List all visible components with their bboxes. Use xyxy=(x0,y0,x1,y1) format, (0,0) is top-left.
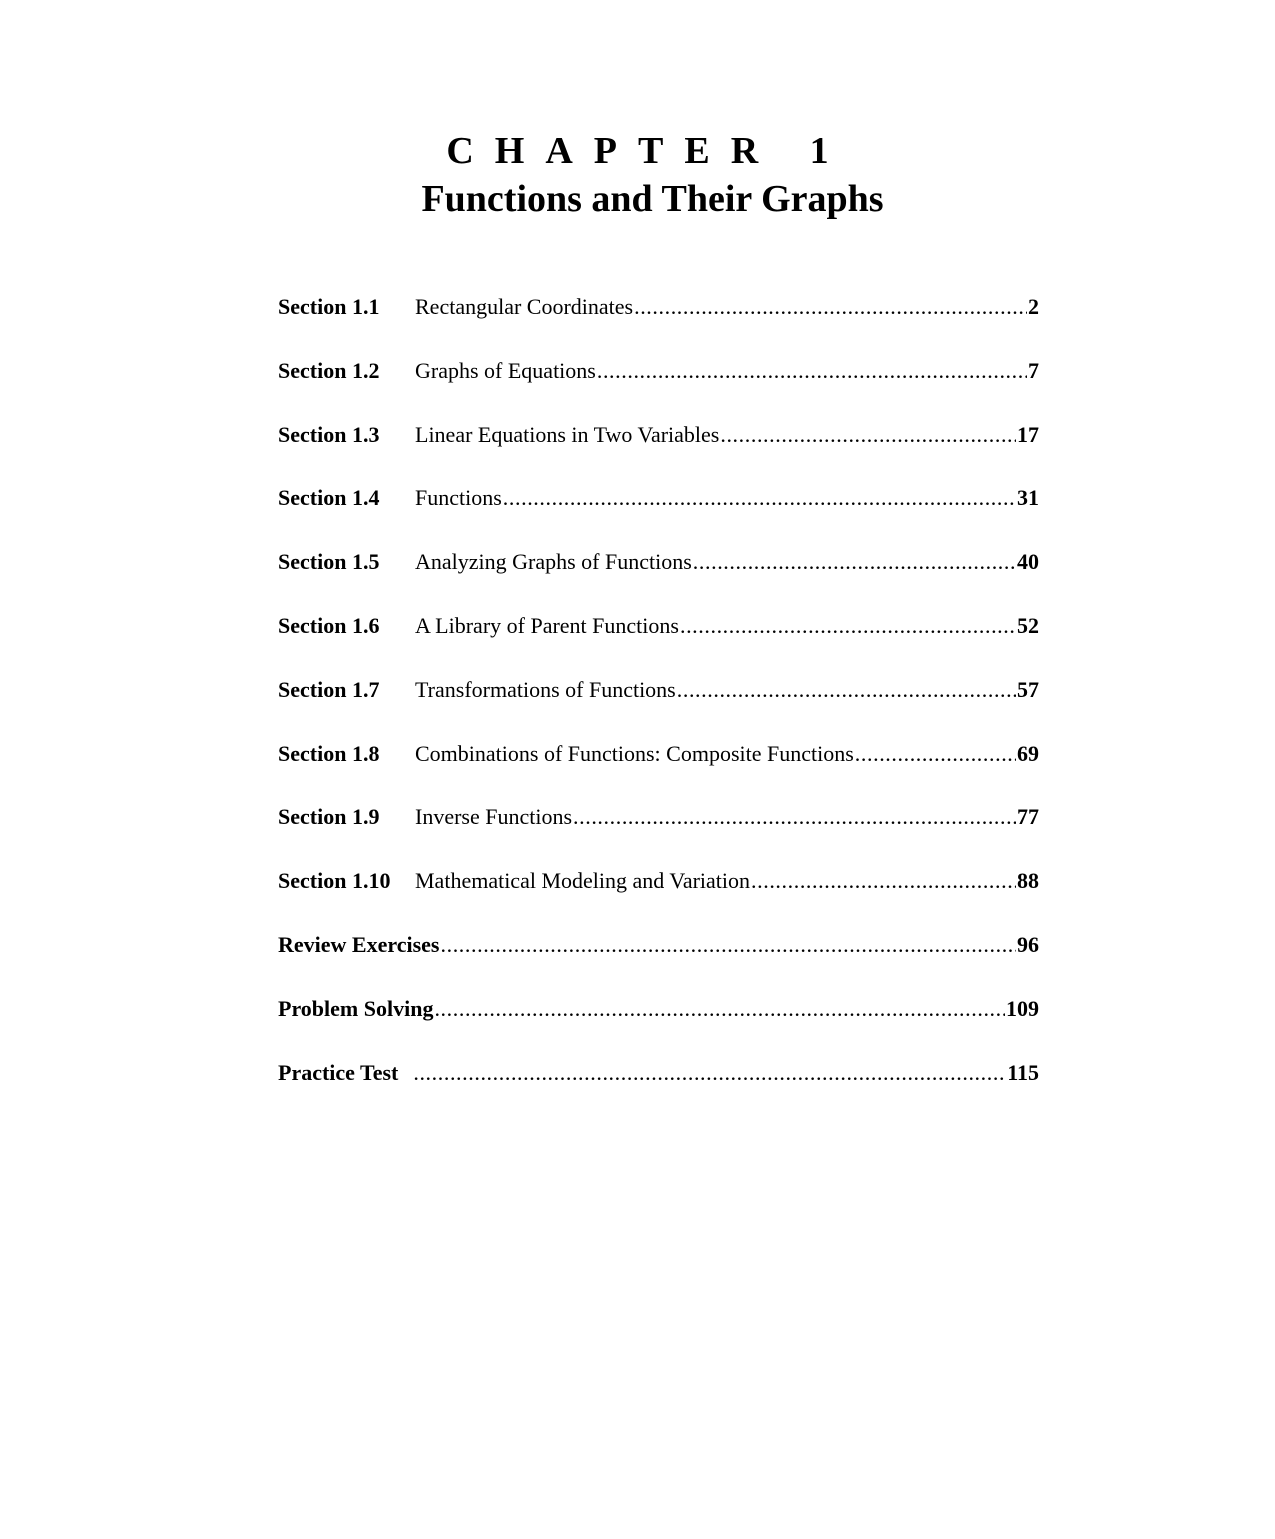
section-title: Transformations of Functions xyxy=(415,676,676,702)
dot-leader xyxy=(677,674,1016,706)
dot-leader xyxy=(597,355,1027,387)
toc-entry-section-1-8[interactable] xyxy=(278,738,1039,802)
page-number: 17 xyxy=(1017,421,1039,447)
toc-entry-section-1-1[interactable] xyxy=(278,291,1039,355)
section-title: Graphs of Equations xyxy=(415,357,596,383)
dot-leader xyxy=(855,738,1016,770)
section-number: Section 1.9 xyxy=(278,804,380,830)
toc-entry-section-1-4[interactable] xyxy=(278,482,1039,546)
dot-leader xyxy=(441,929,1017,961)
page-number: 52 xyxy=(1017,612,1039,638)
page-number: 7 xyxy=(1028,357,1039,383)
entry-title: Practice Test xyxy=(278,1059,399,1085)
page-number: 109 xyxy=(1006,995,1039,1021)
page-number: 40 xyxy=(1017,549,1039,575)
dot-leader xyxy=(634,291,1027,323)
dot-leader xyxy=(503,482,1016,514)
toc-entry-practice-test[interactable] xyxy=(278,1057,1039,1121)
dot-leader xyxy=(434,993,1005,1025)
section-title: Rectangular Coordinates xyxy=(415,294,634,319)
page-number: 69 xyxy=(1017,740,1039,766)
section-number: Section 1.7 xyxy=(278,676,380,702)
dot-leader xyxy=(413,1057,1006,1089)
toc-entry-section-1-7[interactable] xyxy=(278,674,1039,738)
toc-entry-problem-solving[interactable] xyxy=(278,993,1039,1057)
toc-entry-section-1-3[interactable] xyxy=(278,419,1039,483)
section-number: Section 1.10 xyxy=(278,868,391,894)
section-number: Section 1.1 xyxy=(278,294,380,319)
section-title: Linear Equations in Two Variables xyxy=(415,421,720,447)
page-number: 115 xyxy=(1007,1059,1039,1085)
chapter-title: Functions and Their Graphs xyxy=(421,178,884,220)
table-of-contents xyxy=(278,291,1039,1120)
page-number: 77 xyxy=(1017,804,1039,830)
toc-entry-section-1-10[interactable] xyxy=(278,865,1039,929)
dot-leader xyxy=(693,546,1016,578)
toc-entry-review-exercises[interactable] xyxy=(278,929,1039,993)
section-title: Analyzing Graphs of Functions xyxy=(415,549,692,575)
section-number: Section 1.6 xyxy=(278,612,380,638)
section-title: A Library of Parent Functions xyxy=(415,612,679,638)
section-title: Mathematical Modeling and Variation xyxy=(415,868,751,894)
dot-leader xyxy=(573,801,1016,833)
section-title: Functions xyxy=(415,485,502,511)
dot-leader xyxy=(751,865,1016,897)
toc-entry-section-1-5[interactable] xyxy=(278,546,1039,610)
section-title: Inverse Functions xyxy=(415,804,573,830)
entry-title: Review Exercises xyxy=(278,931,440,957)
page-number: 88 xyxy=(1017,868,1039,894)
section-number: Section 1.5 xyxy=(278,549,380,575)
chapter-label: CHAPTER 1 xyxy=(446,130,850,172)
page-number: 96 xyxy=(1017,931,1039,957)
toc-entry-section-1-9[interactable] xyxy=(278,801,1039,865)
dot-leader xyxy=(720,419,1016,451)
section-title: Combinations of Functions: Composite Functions xyxy=(415,740,854,766)
section-number: Section 1.2 xyxy=(278,357,380,383)
section-number: Section 1.8 xyxy=(278,740,380,766)
dot-leader xyxy=(680,610,1016,642)
section-number: Section 1.3 xyxy=(278,421,380,447)
toc-entry-section-1-6[interactable] xyxy=(278,610,1039,674)
entry-title: Problem Solving xyxy=(278,995,434,1021)
page-number: 2 xyxy=(1028,294,1039,319)
page-number: 31 xyxy=(1017,485,1039,511)
section-number: Section 1.4 xyxy=(278,485,380,511)
toc-entry-section-1-2[interactable] xyxy=(278,355,1039,419)
page-number: 57 xyxy=(1017,676,1039,702)
